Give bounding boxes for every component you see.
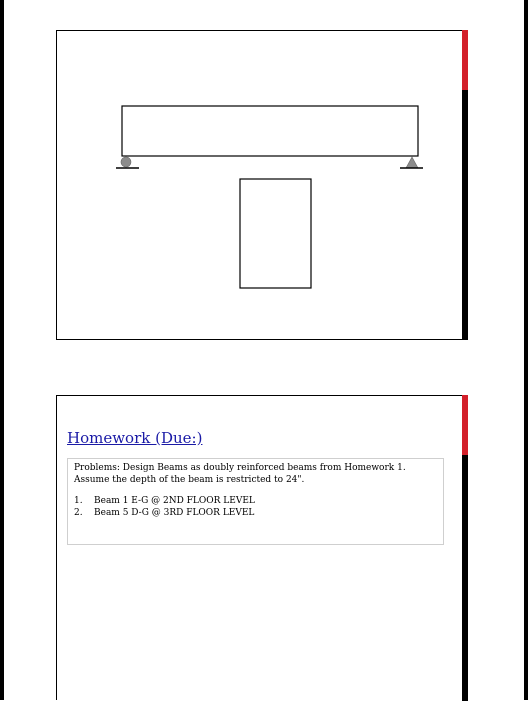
problem-statement: Problems: Design Beams as doubly reinforced beams from Homework 1. Assume the depth of the beam is restricted to 24". [74, 463, 406, 485]
list-item-label: Beam 5 D-G @ 3RD FLOOR LEVEL [94, 508, 255, 518]
page-edge-left [0, 0, 4, 700]
slide-homework [56, 395, 464, 700]
list-item [74, 495, 437, 507]
list-item-number: 2. [74, 508, 83, 518]
homework-title: Homework (Due:) [67, 429, 203, 447]
slide-accent-red [462, 30, 468, 90]
slide-beam-diagram [56, 30, 464, 340]
beam-elevation [122, 106, 418, 156]
list-item-number: 1. [74, 496, 83, 506]
list-item [74, 507, 437, 519]
list-item-label: Beam 1 E-G @ 2ND FLOOR LEVEL [94, 496, 255, 506]
slide-side-bar [462, 30, 468, 340]
beam-list [74, 495, 437, 519]
pin-support-icon [121, 157, 131, 167]
page-edge-right [524, 0, 528, 700]
problem-box [67, 458, 444, 545]
roller-support-icon [406, 157, 418, 168]
slide-side-bar [462, 395, 468, 701]
beam-cross-section [240, 179, 311, 288]
slide-accent-red [462, 395, 468, 455]
beam-diagram [57, 31, 463, 339]
